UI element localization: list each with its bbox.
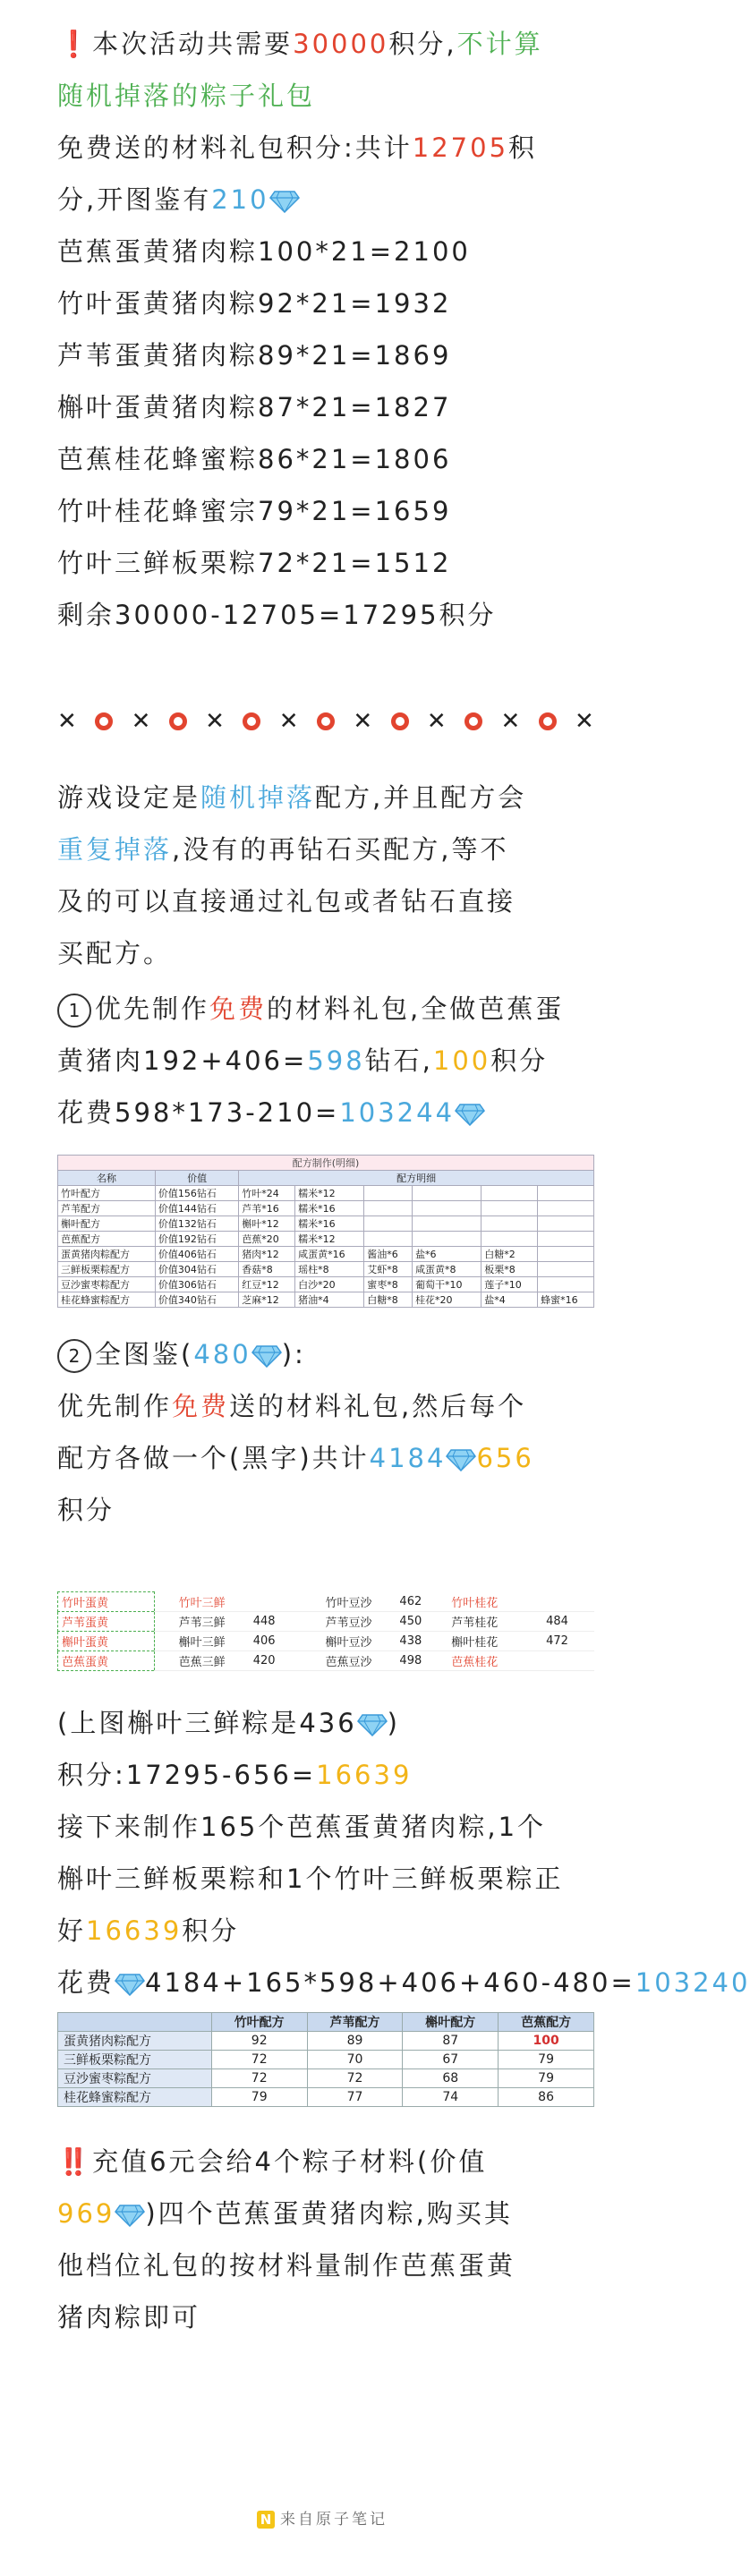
table-row: 芦苇配方 价值144钻石 芦苇*16 糯米*16 [58, 1201, 594, 1216]
circle-icon [464, 712, 482, 730]
option-2-line-1: 2 全图鉴(480 ): [57, 1328, 306, 1380]
diamond-icon [455, 1103, 485, 1126]
recharge-line-4: 猪肉粽即可 [57, 2302, 201, 2333]
game-setting-line-2: 重复掉落,没有的再钻石买配方,等不 [57, 834, 509, 865]
recharge-line-1: ‼️充值6元会给4个粽子材料(价值 [57, 2146, 488, 2177]
item-list-entry: 芦苇蛋黄猪肉粽89*21=1869 [57, 340, 452, 371]
intro-line-1: ❗本次活动共需要30000积分,不计算 [57, 29, 543, 59]
diamond-icon [446, 1448, 476, 1471]
circle-icon [169, 712, 187, 730]
exclamation-icon: ❗ [57, 29, 93, 59]
footer-attribution [0, 2506, 644, 2529]
item-list-entry: 芭蕉蛋黄猪肉粽100*21=2100 [57, 236, 471, 267]
table-row: 竹叶蛋黄 竹叶三鲜 竹叶豆沙 462 竹叶桂花 [58, 1592, 595, 1612]
circle-icon [95, 712, 113, 730]
cross-icon: ✕ [278, 708, 299, 735]
plan-line-6: 花费 4184+165*598+406+460-480=103240 [57, 1967, 750, 1998]
plan-line-4: 槲叶三鲜板栗粽和1个竹叶三鲜板栗粽正 [57, 1864, 564, 1894]
recipe-detail-table [57, 1155, 594, 1308]
table-row: 槲叶配方 价值132钻石 槲叶*12 糯米*16 [58, 1216, 594, 1232]
item-list-entry: 竹叶三鲜板栗粽72*21=1512 [57, 548, 452, 578]
decorative-divider [57, 704, 594, 739]
table-row: 芭蕉蛋黄 芭蕉三鲜 420 芭蕉豆沙 498 芭蕉桂花 [58, 1651, 595, 1671]
table-header: 价值 [155, 1171, 238, 1186]
diamond-icon [115, 2204, 145, 2227]
cross-icon: ✕ [131, 708, 151, 735]
plan-line-3: 接下来制作165个芭蕉蛋黄猪肉粽,1个 [57, 1812, 547, 1842]
diamond-icon [357, 1713, 388, 1736]
table-row: 桂花蜂蜜粽配方 79 77 74 86 [58, 2088, 594, 2107]
option-1-line-2: 黄猪肉192+406=598钻石,100积分 [57, 1045, 549, 1076]
cross-icon: ✕ [205, 708, 225, 735]
remaining-points: 剩余30000-12705=17295积分 [57, 600, 497, 630]
circle-icon [243, 712, 260, 730]
double-exclamation-icon: ‼️ [57, 2146, 93, 2177]
diamond-icon [251, 1344, 282, 1368]
table-row: 竹叶配方 价值156钻石 竹叶*24 糯米*12 [58, 1186, 594, 1201]
option-1-line-3: 花费598*173-210=103244 [57, 1087, 485, 1139]
circle-icon [317, 712, 335, 730]
intro-line-2: 随机掉落的粽子礼包 [57, 81, 316, 111]
table-header: 名称 [58, 1171, 156, 1186]
game-setting-line-3: 及的可以直接通过礼包或者钻石直接 [57, 886, 516, 917]
table-row: 三鲜板栗粽配方 价值304钻石 香菇*8 瑶柱*8 艾虾*8 咸蛋黄*8 板栗*8 [58, 1262, 594, 1277]
footer-text: 来自原子笔记 [280, 2511, 388, 2529]
table-header: 槲叶配方 [403, 2013, 499, 2032]
diamond-icon [115, 1973, 145, 1996]
cross-icon: ✕ [426, 708, 447, 735]
option-1-line-1: 1 优先制作免费的材料礼包,全做芭蕉蛋 [57, 983, 564, 1035]
table-row: 豆沙蜜枣粽配方 价值306钻石 红豆*12 白沙*20 蜜枣*8 葡萄干*10 莲子*10 [58, 1277, 594, 1292]
cross-icon: ✕ [57, 708, 77, 735]
cross-icon: ✕ [353, 708, 373, 735]
table-header: 配方明细 [239, 1171, 594, 1186]
table-row: 蛋黄猪肉粽配方 92 89 87 100 [58, 2032, 594, 2051]
table-caption: 配方制作(明细) [58, 1156, 594, 1171]
option-2-line-2: 优先制作免费送的材料礼包,然后每个 [57, 1391, 527, 1421]
circled-number-2: 2 [57, 1339, 91, 1373]
circle-icon [391, 712, 409, 730]
item-list-entry: 竹叶桂花蜂蜜宗79*21=1659 [57, 496, 452, 526]
table-header [58, 2013, 212, 2032]
table-header: 竹叶配方 [211, 2013, 307, 2032]
table-row: 蛋黄猪肉粽配方 价值406钻石 猪肉*12 咸蛋黄*16 酱油*6 盐*6 白糖*2 [58, 1247, 594, 1262]
app-logo-icon: N [257, 2511, 275, 2529]
table-row: 芦苇蛋黄 芦苇三鲜 448 芦苇豆沙 450 芦苇桂花 484 [58, 1612, 595, 1632]
item-list-entry: 芭蕉桂花蜂蜜粽86*21=1806 [57, 444, 452, 474]
intro-line-4: 分,开图鉴有210 [57, 174, 300, 226]
table-header: 芦苇配方 [307, 2013, 403, 2032]
table-row: 芭蕉配方 价值192钻石 芭蕉*20 糯米*12 [58, 1232, 594, 1247]
plan-line-1: (上图槲叶三鲜粽是436 ) [57, 1708, 400, 1738]
item-list-entry: 竹叶蛋黄猪肉粽92*21=1932 [57, 288, 452, 319]
table-row: 桂花蜂蜜粽配方 价值340钻石 芝麻*12 猪油*4 白糖*8 桂花*20 盐*4 蜂蜜*16 [58, 1292, 594, 1308]
circled-number-1: 1 [57, 994, 91, 1028]
circle-icon [539, 712, 557, 730]
cross-icon: ✕ [575, 708, 594, 735]
cross-icon: ✕ [500, 708, 521, 735]
points-table [57, 2012, 594, 2107]
plan-line-2: 积分:17295-656=16639 [57, 1760, 413, 1790]
recharge-line-3: 他档位礼包的按材料量制作芭蕉蛋黄 [57, 2250, 516, 2281]
game-setting-line-1: 游戏设定是随机掉落配方,并且配方会 [57, 782, 527, 813]
table-row: 三鲜板栗粽配方 72 70 67 79 [58, 2051, 594, 2069]
option-2-line-4: 积分 [57, 1495, 115, 1525]
table-header: 芭蕉配方 [499, 2013, 594, 2032]
recharge-line-2: 969 )四个芭蕉蛋黄猪肉粽,购买其 [57, 2198, 513, 2229]
table-row: 槲叶蛋黄 槲叶三鲜 406 槲叶豆沙 438 槲叶桂花 472 [58, 1632, 595, 1651]
game-setting-line-4: 买配方。 [57, 938, 173, 968]
item-list-entry: 槲叶蛋黄猪肉粽87*21=1827 [57, 392, 452, 422]
collection-table [57, 1591, 594, 1671]
plan-line-5: 好16639积分 [57, 1915, 240, 1946]
intro-line-3: 免费送的材料礼包积分:共计12705积 [57, 132, 538, 163]
table-row: 豆沙蜜枣粽配方 72 72 68 79 [58, 2069, 594, 2088]
option-2-line-3: 配方各做一个(黑字)共计4184 656 [57, 1443, 534, 1473]
diamond-icon [269, 190, 300, 213]
